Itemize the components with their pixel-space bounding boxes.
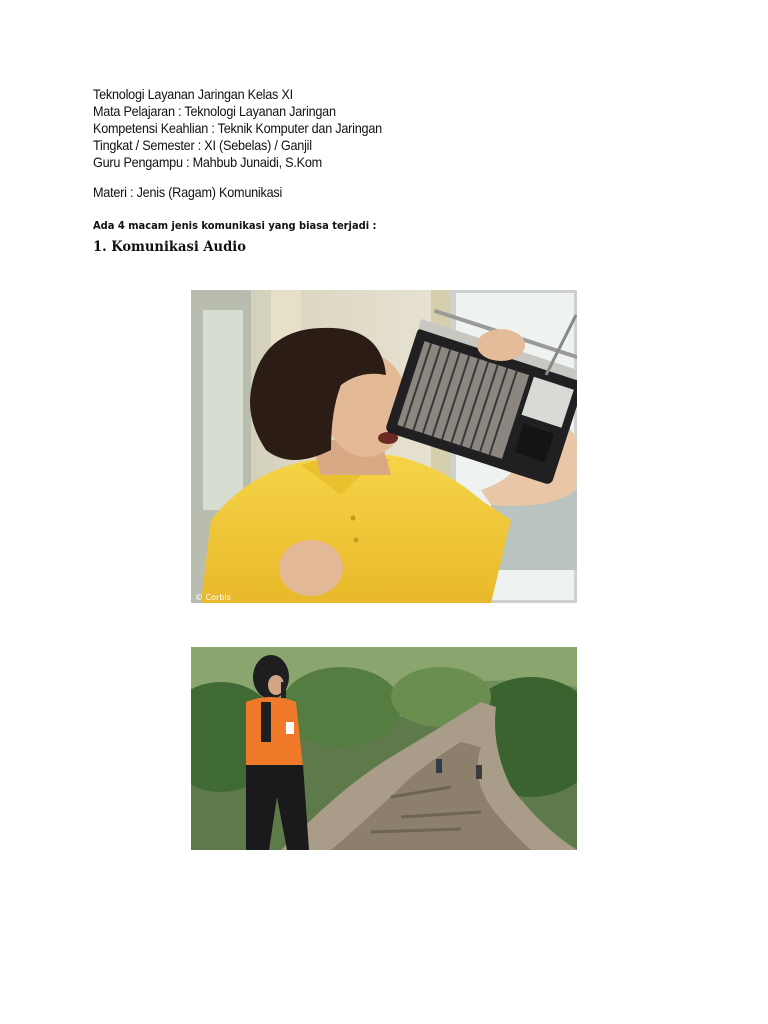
materi-title: Materi : Jenis (Ragam) Komunikasi <box>93 185 283 200</box>
intro-text: Ada 4 macam jenis komunikasi yang biasa terjadi : <box>93 219 377 232</box>
photo-credit: © Corbis <box>195 593 231 602</box>
course-title: Teknologi Layanan Jaringan Kelas XI <box>93 87 293 102</box>
section-heading: 1. Komunikasi Audio <box>93 239 246 255</box>
competency-line: Kompetensi Keahlian : Teknik Komputer dan Jaringan <box>93 120 382 136</box>
landslide-photo <box>191 647 577 850</box>
subject-line: Mata Pelajaran : Teknologi Layanan Jaringan <box>93 103 336 119</box>
teacher-line: Guru Pengampu : Mahbub Junaidi, S.Kom <box>93 154 322 170</box>
semester-line: Tingkat / Semester : XI (Sebelas) / Ganjil <box>93 137 312 153</box>
radio-photo <box>191 290 577 603</box>
document-header <box>93 87 693 172</box>
